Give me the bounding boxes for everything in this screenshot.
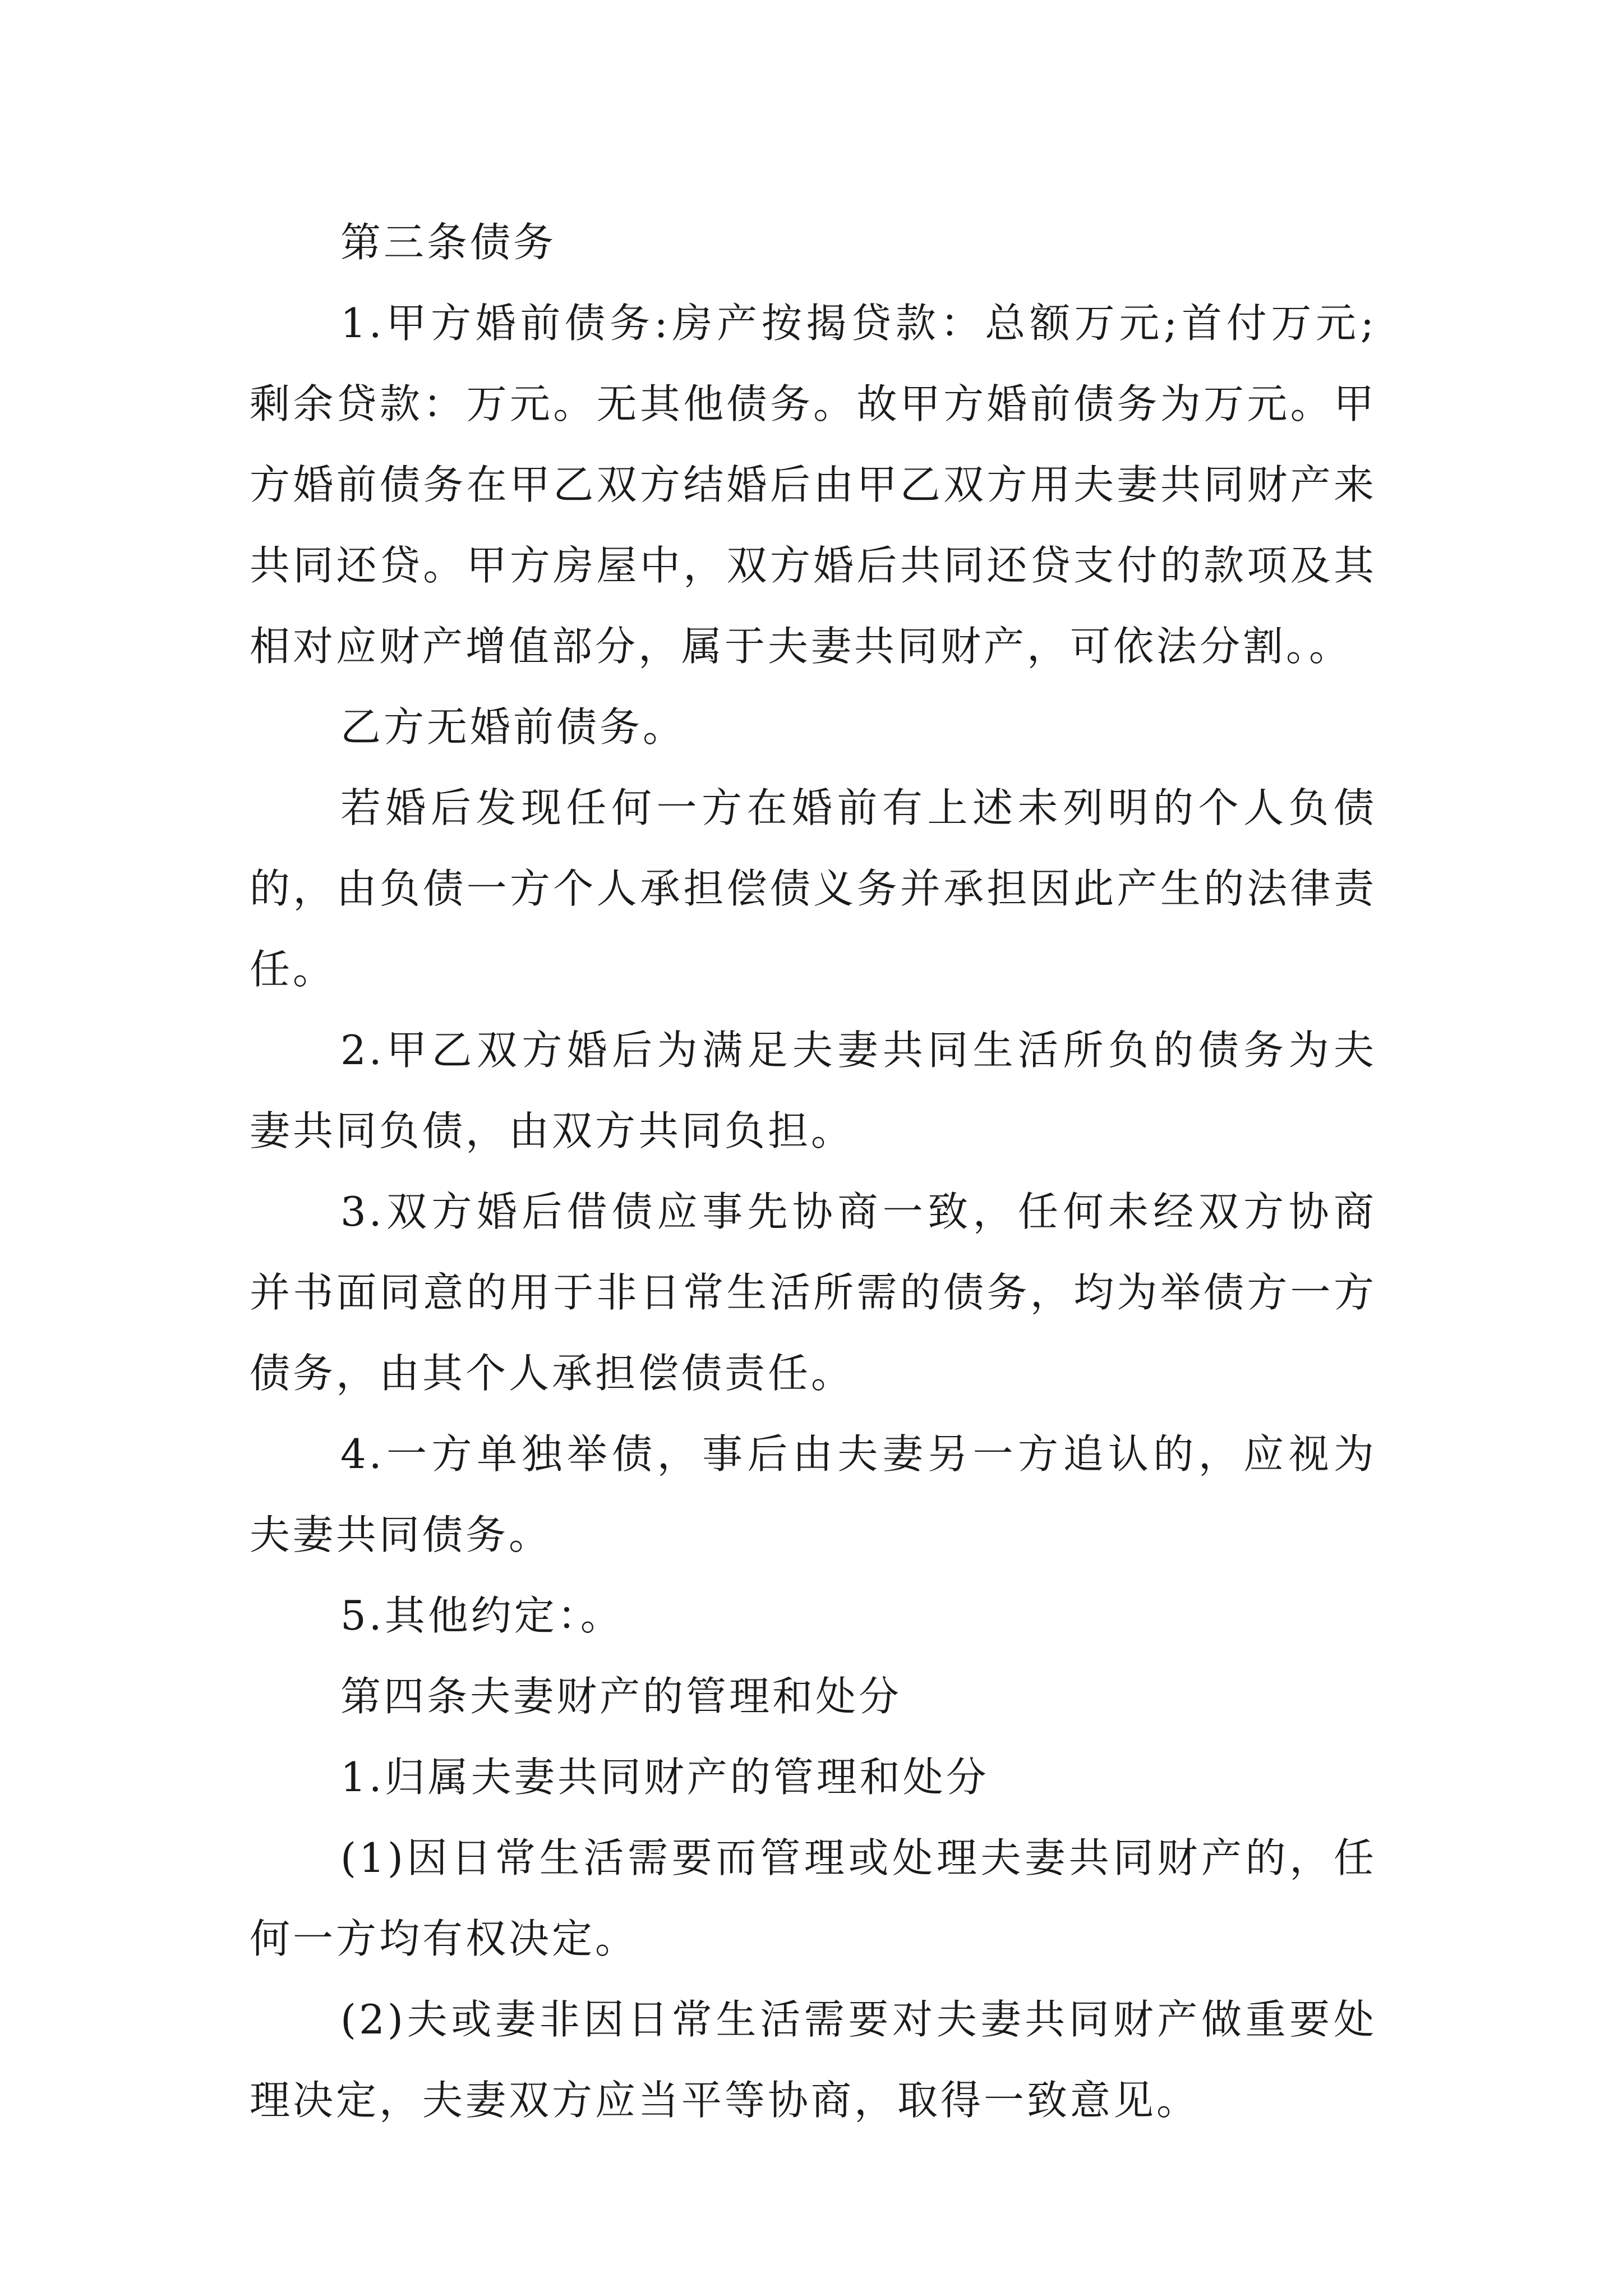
paragraph-item-1: (1)因日常生活需要而管理或处理夫妻共同财产的，任何一方均有权决定。	[250, 1834, 1377, 1962]
document-body	[250, 202, 1377, 2141]
subheading-joint-property: 1.归属夫妻共同财产的管理和处分	[340, 1754, 989, 1801]
paragraph-item-2: (2)夫或妻非因日常生活需要对夫妻共同财产做重要处理决定，夫妻双方应当平等协商，取得一致意见。	[250, 1996, 1377, 2124]
paragraph-clause-1: 1.甲方婚前债务:房产按揭贷款：总额万元;首付万元;剩余贷款：万元。无其他债务。故甲方婚前债务为万元。甲方婚前债务在甲乙双方结婚后由甲乙双方用夫妻共同财产来共同还贷。甲方房屋中，双方婚后共同还贷支付的款项及其相对应财产增值部分，属于夫妻共同财产，可依法分割。。	[250, 300, 1377, 670]
paragraph-clause-2: 2.甲乙双方婚后为满足夫妻共同生活所负的债务为夫妻共同负债，由双方共同负担。	[250, 1027, 1377, 1154]
section-heading-article-4: 第四条夫妻财产的管理和处分	[340, 1673, 902, 1720]
paragraph-party-b-debt: 乙方无婚前债务。	[340, 703, 686, 751]
paragraph-clause-3: 3.双方婚后借债应事先协商一致，任何未经双方协商并书面同意的用于非日常生活所需的债务，均为举债方一方债务，由其个人承担偿债责任。	[250, 1188, 1377, 1397]
paragraph-clause-4: 4.一方单独举债，事后由夫妻另一方追认的，应视为夫妻共同债务。	[250, 1430, 1377, 1558]
section-heading-article-3: 第三条债务	[340, 219, 557, 266]
paragraph-clause-5: 5.其他约定：。	[340, 1592, 624, 1639]
paragraph-undisclosed-debt: 若婚后发现任何一方在婚前有上述未列明的个人负债的，由负债一方个人承担偿债义务并承担因此产生的法律责任。	[250, 784, 1377, 993]
